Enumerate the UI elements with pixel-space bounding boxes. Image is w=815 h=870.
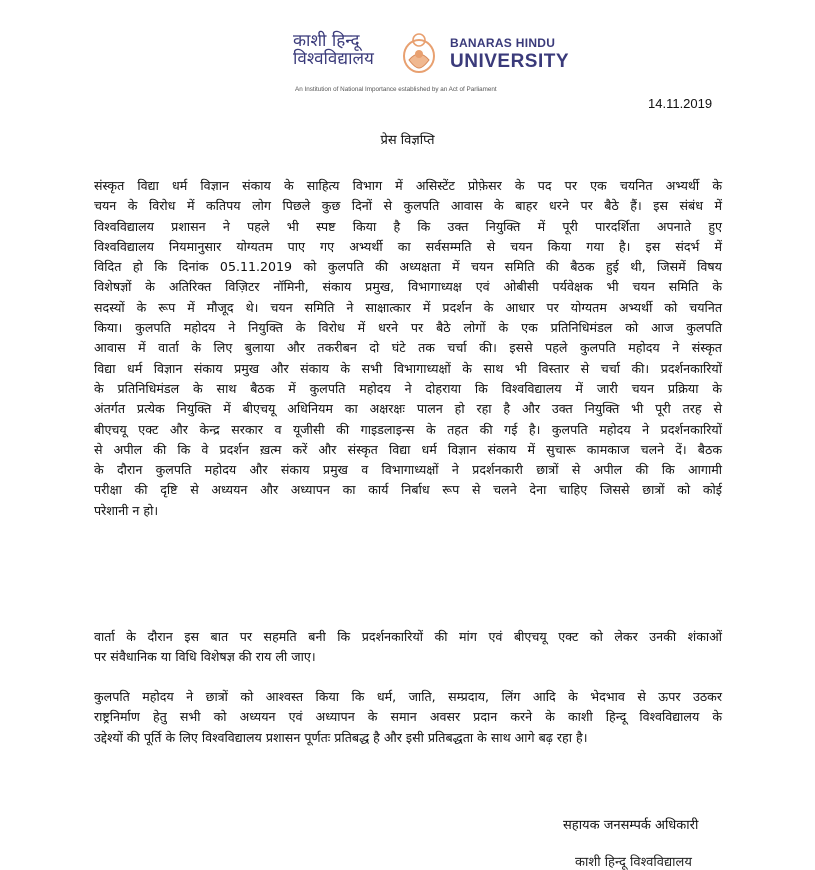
- paragraph-2: [94, 627, 722, 668]
- document-date: 14.11.2019: [648, 96, 713, 111]
- paragraph-line: वार्ता के दौरान इस बात पर सहमति बनी कि प्रदर्शनकारियों की मांग एवं बीएचयू एक्ट को लेकर उनकी शंकाओं: [94, 629, 722, 644]
- paragraph-3: [94, 687, 722, 748]
- paragraph-line: के दौरान कुलपति महोदय और संकाय प्रमुख व विभागाध्यक्षों ने प्रदर्शनकारी छात्रों से अपील की कि आगामी: [94, 462, 722, 478]
- paragraph-line: अंतर्गत प्रत्येक नियुक्ति में बीएचयू अधिनियम का अक्षरक्षः पालन हो रहा है और उक्त नियुक्ति भी पूरी तरह से: [94, 401, 722, 417]
- paragraph-line: विश्वविद्यालय नियमानुसार योग्यतम पाए गए अभ्यर्थी का सर्वसम्मति से चयन किया गया है। इस संदर्भ में: [94, 238, 722, 254]
- hindi-name-line2: विश्वविद्यालय: [293, 49, 374, 69]
- english-name-line2: UNIVERSITY: [450, 51, 570, 72]
- paragraph-line: विश्वविद्यालय प्रशासन ने पहले भी स्पष्ट किया है कि उक्त नियुक्ति में पूरी पारदर्शिता अपनाते हुए: [94, 218, 722, 234]
- hindi-university-name: [293, 32, 374, 68]
- paragraph-line: कुलपति महोदय ने छात्रों को आश्वस्त किया कि धर्म, जाति, सम्प्रदाय, लिंग आदि के भेदभाव से ऊपर उठकर: [94, 689, 722, 704]
- document-title: प्रेस विज्ञप्ति: [380, 133, 435, 148]
- paragraph-line: उद्देश्यों की पूर्ति के लिए विश्वविद्यालय प्रशासन पूर्णतः प्रतिबद्ध है और इसी प्रतिबद्धता के साथ आगे बढ़ रहा है।: [94, 729, 588, 745]
- paragraph-line: विद्या धर्म विज्ञान संकाय प्रमुख और संकाय के सभी विभागाध्यक्षों के साथ भी विस्तार से चर्चा की। प्रदर्शनकारियों: [94, 360, 722, 376]
- paragraph-line: से अपील की कि वे प्रदर्शन ख़त्म करें और संस्कृत विद्या धर्म विज्ञान संकाय में सुचारू कामकाज चलने दें। बैठक: [94, 441, 722, 457]
- letterhead: [285, 28, 570, 98]
- paragraph-line: विशेषज्ञों के अतिरिक्त विज़िटर नॉमिनी, संकाय प्रमुख, विभागाध्यक्ष एवं ओबीसी पर्यवेक्षक भी चयन समिति के: [94, 279, 722, 295]
- paragraph-line: आवास में वार्ता के लिए बुलाया और तकरीबन दो घंटे तक चर्चा की। इससे पहले कुलपति महोदय ने संस्कृत: [94, 340, 722, 356]
- paragraph-line: संस्कृत विद्या धर्म विज्ञान संकाय के साहित्य विभाग में असिस्टेंट प्रोफ़ेसर के पद पर एक चयनित अभ्यर्थी के: [94, 178, 722, 193]
- university-crest-icon: [401, 30, 437, 74]
- paragraph-line: किया। कुलपति महोदय ने नियुक्ति के विरोध में धरने पर बैठे लोगों के एक प्रतिनिधिमंडल को आज कुलपति: [94, 320, 722, 336]
- paragraph-line: चयन के विरोध में कतिपय लोग पिछले कुछ दिनों से कुलपति आवास के बाहर धरने पर बैठे हैं। इस संबंध में: [94, 198, 722, 214]
- english-university-name: [450, 36, 569, 73]
- paragraph-line: परेशानी न हो।: [94, 502, 159, 518]
- paragraph-line: परीक्षा की दृष्टि से अध्ययन और अध्यापन का कार्य निर्बाध रूप से चलने देना चाहिए जिससे छात्रों को कोई: [94, 482, 722, 498]
- paragraph-line: विदित हो कि दिनांक 05.11.2019 को कुलपति की अध्यक्षता में चयन समिति की बैठक हुई थी, जिसमें विषय: [94, 259, 722, 275]
- paragraph-1: [94, 176, 722, 521]
- signoff-designation: सहायक जनसम्पर्क अधिकारी: [563, 818, 699, 833]
- tagline: An Institution of National Importance established by an Act of Parliament: [295, 86, 497, 93]
- signoff-organization: काशी हिन्दू विश्वविद्यालय: [575, 855, 692, 870]
- english-name-line1: BANARAS HINDU: [450, 36, 556, 50]
- paragraph-line: बीएचयू एक्ट और केन्द्र सरकार व यूजीसी की गाइडलाइन्स के तहत की गई है। कुलपति महोदय ने प्रदर्शनकारियों: [94, 421, 722, 437]
- paragraph-line: सदस्यों के रूप में मौजूद थे। चयन समिति ने साक्षात्कार में प्रदर्शन के आधार पर योग्यतम अभ्यर्थी को चयनित: [94, 299, 722, 315]
- paragraph-line: के प्रतिनिधिमंडल के साथ बैठक में कुलपति महोदय ने दोहराया कि विश्वविद्यालय में जारी चयन प्रक्रिया के: [94, 380, 722, 396]
- paragraph-line: राष्ट्रनिर्माण हेतु सभी को अध्ययन एवं अध्यापन के समान अवसर प्रदान करने के काशी हिन्दू विश्वविद्यालय के: [94, 709, 722, 725]
- hindi-name-line1: काशी हिन्दू: [293, 31, 360, 51]
- paragraph-line: पर संवैधानिक या विधि विशेषज्ञ की राय ली जाए।: [94, 649, 316, 665]
